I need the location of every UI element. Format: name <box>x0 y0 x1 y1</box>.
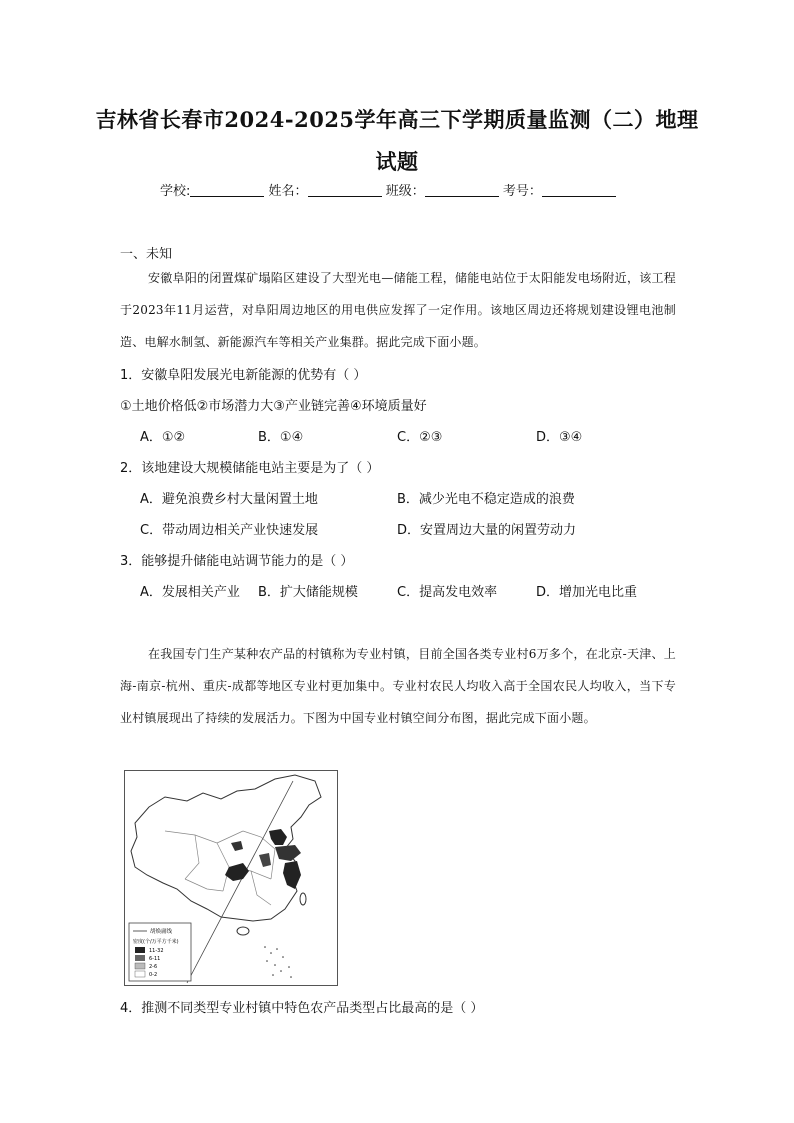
school-label: 学校: <box>160 184 191 199</box>
passage-1: 安徽阜阳的闭置煤矿塌陷区建设了大型光电—储能工程，储能电站位于太阳能发电场附近，该工程于2023年11月运营，对阜阳周边地区的用电供应发挥了一定作用。该地区周边还将规划建设锂电池制造、电解水制氢、新能源汽车等相关产业集群。据此完成下面小题。 <box>120 271 676 349</box>
hainan-island <box>237 927 249 935</box>
q1-option-d: D．③④ <box>536 430 583 445</box>
q1-option-a: A．①② <box>140 430 186 445</box>
taiwan-island <box>300 893 306 905</box>
question-1-stem: 1．安徽阜阳发展光电新能源的优势有（ ） <box>120 368 367 383</box>
q2-option-b: B．减少光电不稳定造成的浪费 <box>397 492 575 507</box>
q3-option-b: B．扩大储能规模 <box>258 585 358 600</box>
q2-option-a: A．避免浪费乡村大量闲置土地 <box>140 492 318 507</box>
legend-line-label: 胡焕庸线 <box>150 929 173 935</box>
cluster-shandong <box>275 845 301 861</box>
q2-option-c: C．带动周边相关产业快速发展 <box>140 523 319 538</box>
q3-option-d: D．增加光电比重 <box>536 585 638 600</box>
legend-item-1: 11-32 <box>149 948 164 954</box>
question-4-stem: 4．推测不同类型专业村镇中特色农产品类型占比最高的是（ ） <box>120 1001 484 1016</box>
student-info-row <box>160 180 616 199</box>
china-professional-village-map <box>124 770 338 986</box>
question-3-stem: 3．能够提升储能电站调节能力的是（ ） <box>120 554 354 569</box>
name-label: 姓名： <box>268 184 308 199</box>
map-figure <box>125 771 337 985</box>
class-blank <box>425 184 499 197</box>
legend-title: 密度(个/万平方千米) <box>133 939 179 945</box>
document-title-line1: 吉林省长春市2024-2025学年高三下学期质量监测（二）地理 <box>95 107 699 132</box>
section-heading: 一、未知 <box>120 247 173 262</box>
legend-item-4: 0-2 <box>149 972 158 978</box>
q3-option-a: A．发展相关产业 <box>140 585 240 600</box>
question-2-stem: 2．该地建设大规模储能电站主要是为了（ ） <box>120 461 380 476</box>
q1-option-b: B．①④ <box>258 430 304 445</box>
legend-item-2: 6-11 <box>149 956 161 962</box>
south-sea-islands <box>264 946 292 978</box>
q3-option-c: C．提高发电效率 <box>397 585 498 600</box>
legend-item-3: 2-6 <box>149 964 158 970</box>
exam-no-label: 考号： <box>502 184 542 199</box>
document-title-line2: 试题 <box>375 149 419 174</box>
school-blank <box>190 184 264 197</box>
q2-option-d: D．安置周边大量的闲置劳动力 <box>397 523 577 538</box>
name-blank <box>308 184 382 197</box>
question-1-items: ①土地价格低②市场潜力大③产业链完善④环境质量好 <box>120 399 427 414</box>
passage-2: 在我国专门生产某种农产品的村镇称为专业村镇，目前全国各类专业村6万多个，在北京-天津、上海-南京-杭州、重庆-成都等地区专业村更加集中。专业村农民人均收入高于全国农民人均收入，当下专业村镇展现出了持续的发展活力。下图为中国专业村镇空间分布图，据此完成下面小题。 <box>120 647 676 725</box>
class-label: 班级： <box>385 184 425 199</box>
q1-option-c: C．②③ <box>397 430 443 445</box>
exam-no-blank <box>542 184 616 197</box>
